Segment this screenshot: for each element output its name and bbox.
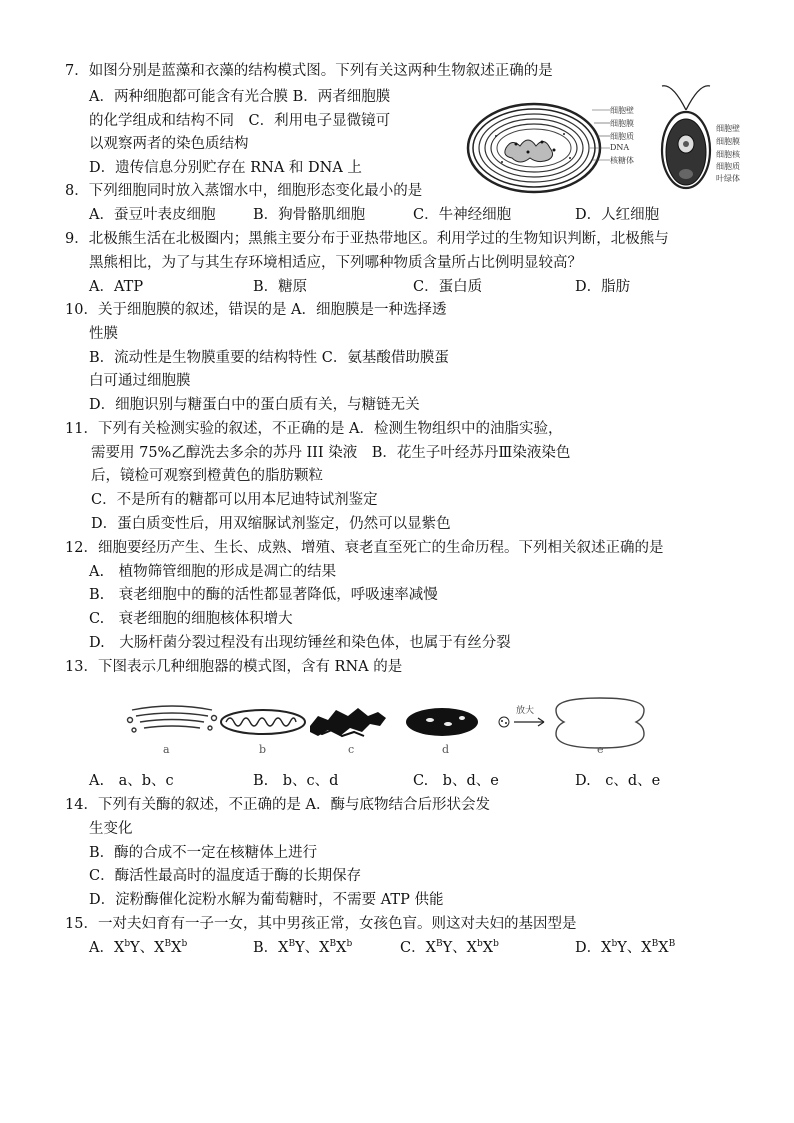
q8-option-b: B．狗骨骼肌细胞 [253,207,366,223]
organelle-label-c: c [348,743,355,756]
q15-option-c: C．$X^BY$、$X^bX^b$ [400,939,499,956]
q10-line3: B．流动性是生物膜重要的结构特性 C．氨基酸借助膜蛋 [89,350,449,366]
ribosome-magnified [556,698,644,748]
q10-stem: 10．关于细胞膜的叙述，错误的是 A．细胞膜是一种选择透 [65,302,447,318]
q12-option-a: A. 植物筛管细胞的形成是凋亡的结果 [89,564,337,580]
q7-line2: A．两种细胞都可能含有光合膜 B．两者细胞膜 [89,89,391,105]
q14-line3: B．酶的合成不一定在核糖体上进行 [89,845,318,861]
q7-stem: 7．如图分别是蓝藻和衣藻的结构模式图。下列有关这两种生物叙述正确的是 [65,63,553,79]
cyano-leader-lines [590,100,612,164]
q12-stem: 12．细胞要经历产生、生长、成熟、增殖、衰老直至死亡的生命历程。下列相关叙述正确的是 [65,540,664,556]
q9-option-d: D．脂肪 [575,279,631,295]
organelle-label-d: d [442,743,450,756]
cyano-label-2: 细胞膜 [610,119,634,128]
mitochondrion [221,710,305,734]
magnify-label: 放大 [516,706,535,716]
q8-stem: 8．下列细胞同时放入蒸馏水中，细胞形态变化最小的是 [65,183,423,199]
chlamy-label-3: 细胞核 [716,150,740,159]
chlamy-label-5: 叶绿体 [716,174,740,183]
chlamy-label-4: 细胞质 [716,162,740,171]
q12-option-d: D. 大肠杆菌分裂过程没有出现纺锤丝和染色体，也属于有丝分裂 [89,635,511,651]
q13-stem: 13．下图表示几种细胞器的模式图，含有 RNA 的是 [65,659,403,675]
chlamydomonas-figure [656,80,716,192]
q9-option-a: A．ATP [89,279,144,295]
q7-line5: D．遗传信息分别贮存在 RNA 和 DNA 上 [89,160,362,176]
q8-option-d: D．人红细胞 [575,207,660,223]
q11-line4: C．不是所有的糖都可以用本尼迪特试剂鉴定 [91,492,378,508]
q12-option-c: C. 衰老细胞的细胞核体积增大 [89,611,293,627]
q8-option-c: C．牛神经细胞 [413,207,512,223]
q15-option-b: B．$X^BY$、$X^BX^b$ [253,939,353,956]
q14-line4: C．酶活性最高时的温度适于酶的长期保存 [89,868,362,884]
cyano-label-4: DNA [610,143,630,152]
q9-option-c: C．蛋白质 [413,279,483,295]
q11-line2: 需要用 75%乙醇洗去多余的苏丹 III 染液 B．花生子叶经苏丹Ⅲ染液染色 [91,445,571,461]
q13-option-b: B. b、c、d [253,773,339,789]
chlamy-label-1: 细胞壁 [716,124,740,133]
q7-line4: 以观察两者的染色质结构 [89,136,249,152]
endoplasmic-reticulum [310,708,386,736]
q15-stem: 15．一对夫妇育有一子一女，其中男孩正常，女孩色盲。则这对夫妇的基因型是 [65,916,577,932]
organelle-label-a: a [163,743,170,756]
q10-line5: D．细胞识别与糖蛋白中的蛋白质有关，与糖链无关 [89,397,420,413]
organelle-label-e: e [597,743,604,756]
q9-option-b: B．糖原 [253,279,308,295]
q8-option-a: A．蚕豆叶表皮细胞 [89,207,216,223]
cyano-label-1: 细胞壁 [610,106,634,115]
q10-line4: 白可通过细胞膜 [89,373,191,389]
q9-line2: 黑熊相比，为了与其生存环境相适应，下列哪种物质含量所占比例明显较高？ [89,255,582,271]
q13-option-a: A. a、b、c [89,773,174,789]
ribosome-small [499,717,509,727]
q7-line3: 的化学组成和结构不同 C．利用电子显微镜可 [89,113,391,129]
q11-line5: D．蛋白质变性后，用双缩脲试剂鉴定，仍然可以显紫色 [91,516,451,532]
cyano-label-3: 细胞质 [610,132,634,141]
q9-stem: 9．北极熊生活在北极圈内；黑熊主要分布于亚热带地区。利用学过的生物知识判断，北极熊与 [65,231,669,247]
magnify-arrow [514,718,544,726]
chloroplast [406,708,478,736]
q10-line2: 性膜 [89,326,118,342]
golgi-apparatus [128,706,217,732]
q14-line5: D．淀粉酶催化淀粉水解为葡萄糖时，不需要 ATP 供能 [89,892,444,908]
q15-option-d: D．$X^bY$、$X^BX^B$ [575,939,676,956]
q15-option-a: A．$X^bY$、$X^BX^b$ [89,939,188,956]
q12-option-b: B. 衰老细胞中的酶的活性都显著降低，呼吸速率减慢 [89,587,438,603]
q11-stem: 11．下列有关检测实验的叙述，不正确的是 A．检测生物组织中的油脂实验， [65,421,563,437]
q14-line2: 生变化 [89,821,133,837]
cyano-label-5: 核糖体 [610,156,634,165]
q14-stem: 14．下列有关酶的叙述，不正确的是 A．酶与底物结合后形状会发 [65,797,491,813]
chlamy-label-2: 细胞膜 [716,137,740,146]
q13-option-d: D. c、d、e [575,773,661,789]
organelle-label-b: b [259,743,267,756]
q13-option-c: C. b、d、e [413,773,499,789]
q11-line3: 后，镜检可观察到橙黄色的脂肪颗粒 [91,468,323,484]
